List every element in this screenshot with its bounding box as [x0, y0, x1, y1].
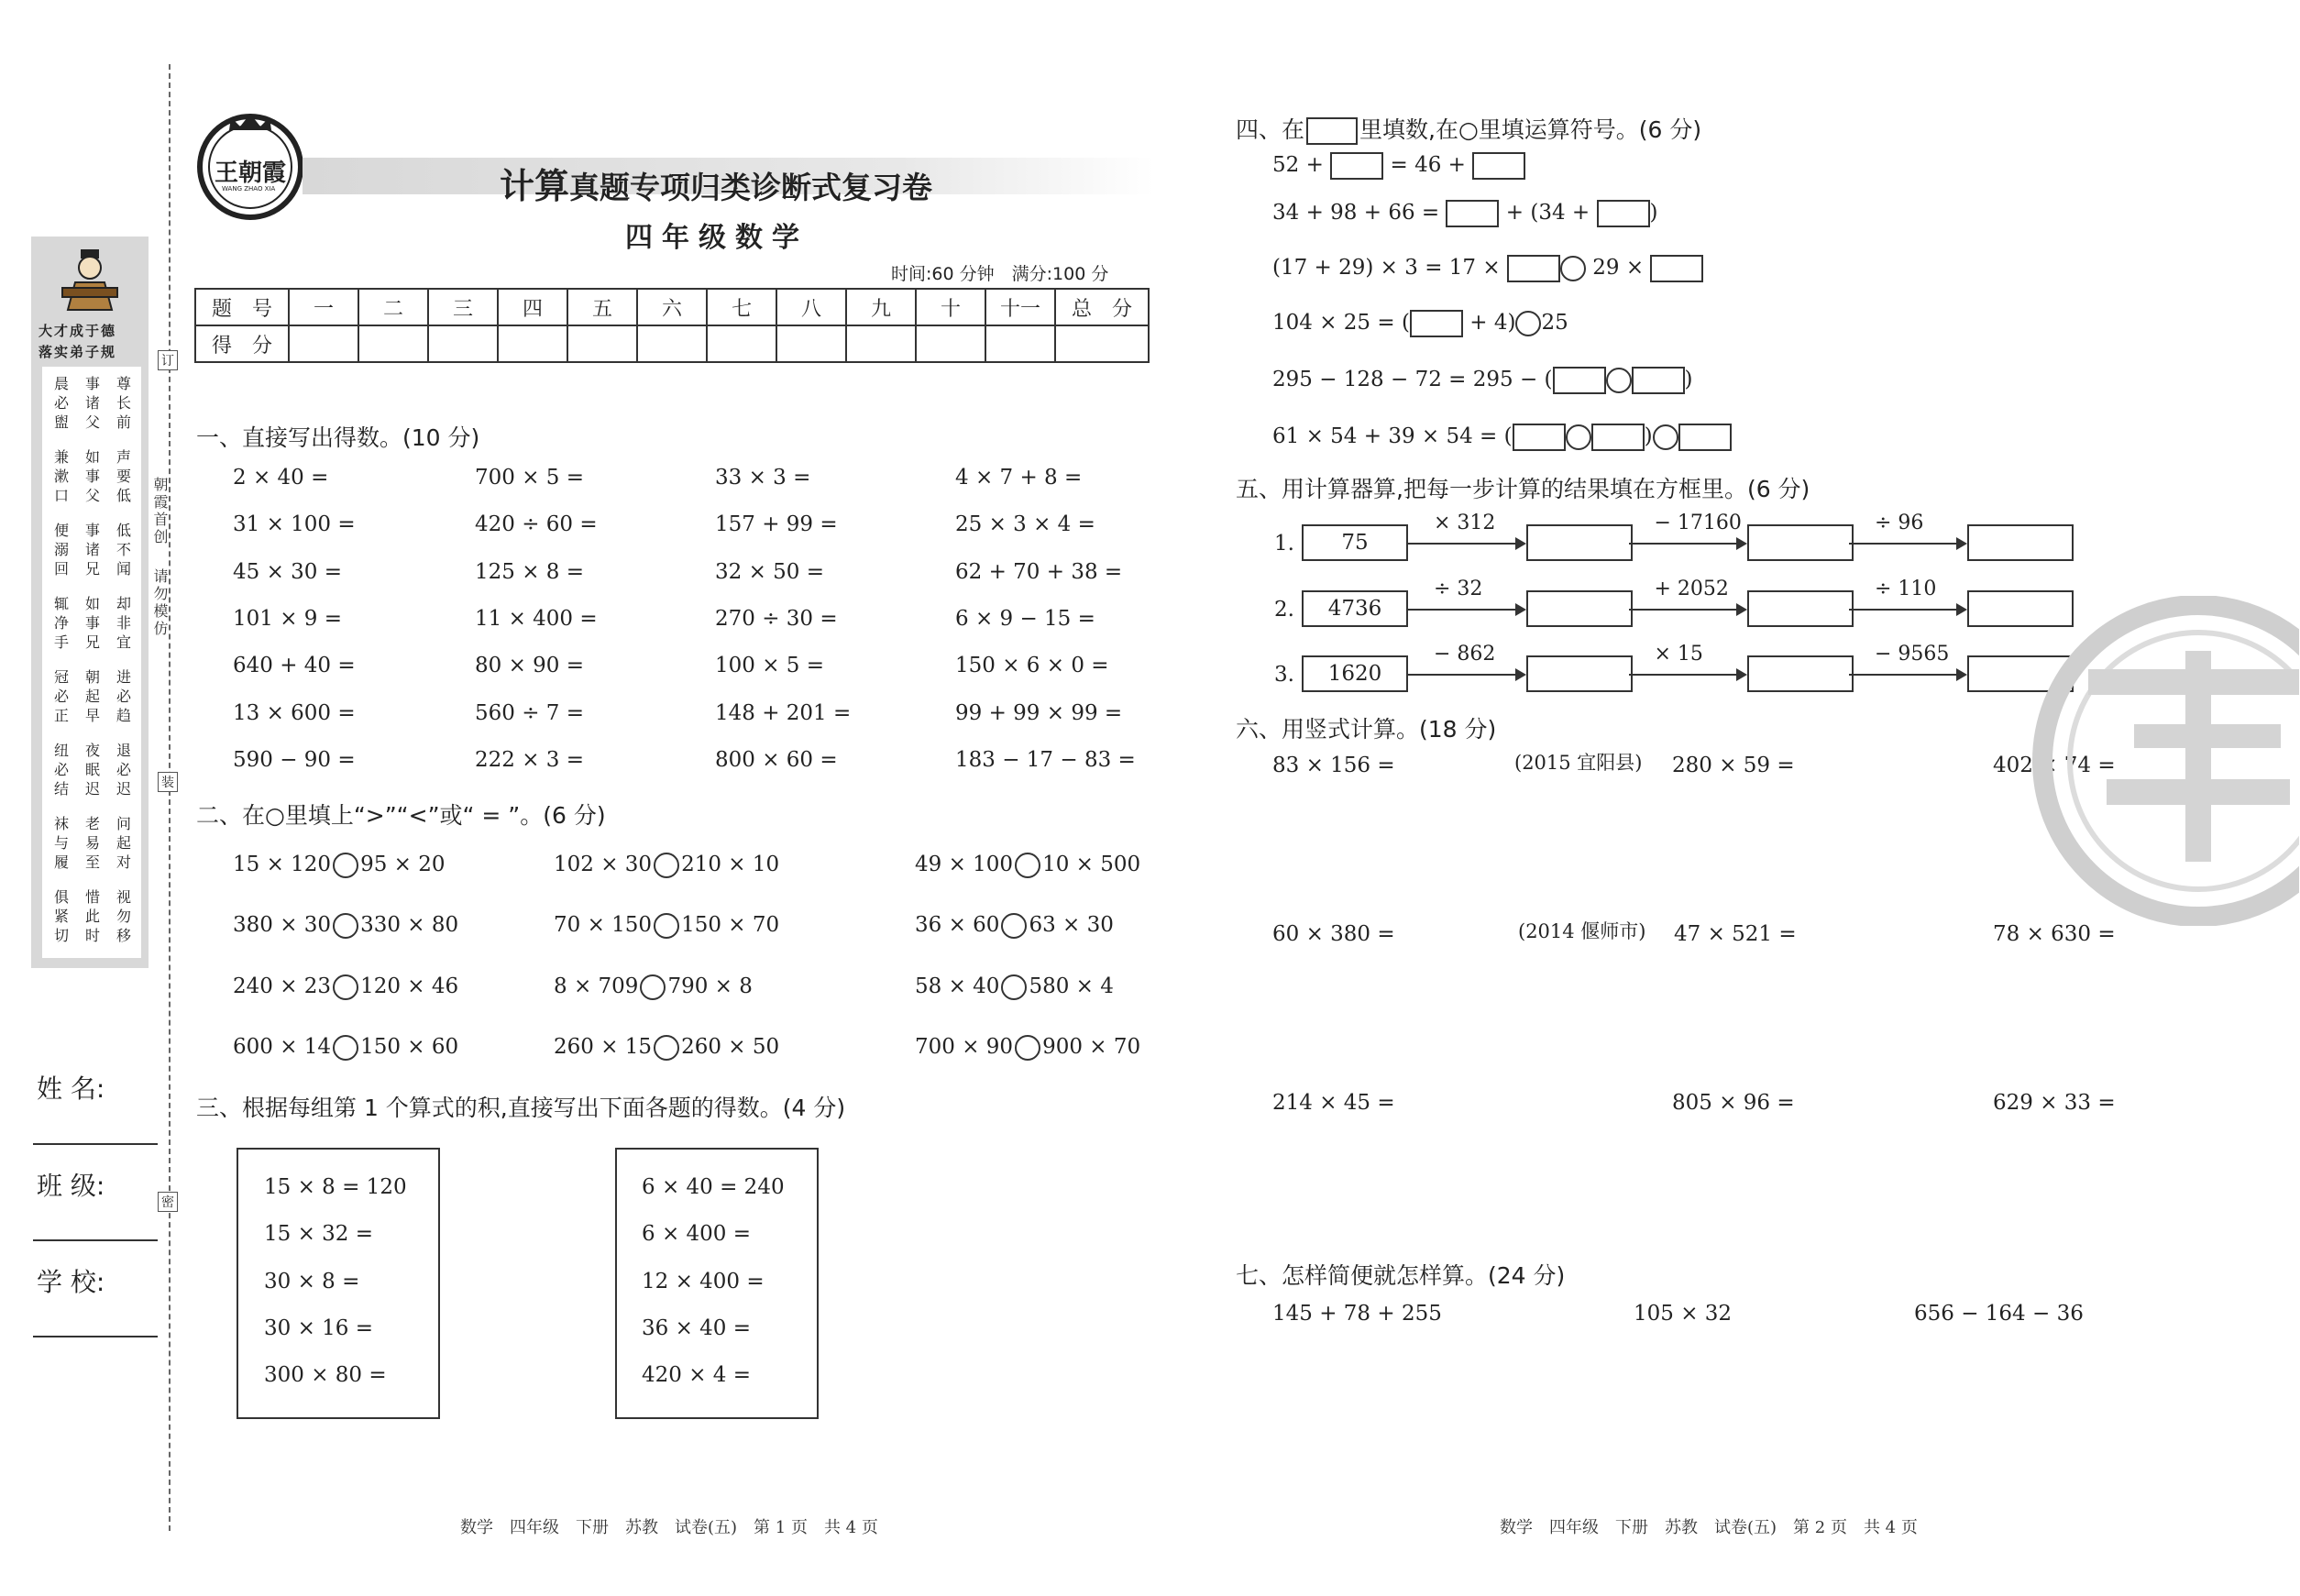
s4-l4-box1[interactable]: [1410, 310, 1463, 337]
s2-right: 900 × 70: [1042, 1034, 1141, 1059]
s5-index: 2.: [1274, 597, 1294, 622]
s1-problem: 150 × 6 × 0 =: [955, 654, 1109, 678]
s1-problem: 420 ÷ 60 =: [475, 512, 598, 537]
motto-column: 便溺回: [53, 522, 69, 578]
s2-circle[interactable]: [654, 853, 679, 878]
s4-legend-box: [1306, 117, 1358, 145]
s3-g2-item: 36 × 40 =: [642, 1315, 752, 1340]
motto-column: 声要低: [116, 448, 131, 504]
score-input-cell[interactable]: [567, 325, 637, 362]
motto-column: 惜此时: [84, 888, 100, 944]
score-header-cell: 八: [776, 289, 846, 325]
slogan-2: 落实弟子规: [39, 344, 117, 360]
confidential-stamp-icon: [2024, 596, 2299, 926]
motto-column: 兼漱口: [53, 448, 69, 504]
s1-problem: 11 × 400 =: [475, 606, 598, 631]
seal-ding: 订: [158, 350, 178, 370]
score-header-cell: 总 分: [1055, 289, 1149, 325]
s2-left: 102 × 30: [554, 853, 653, 876]
score-header-row: [195, 289, 1149, 325]
brand-name: 王朝霞: [215, 160, 287, 187]
s2-right: 790 × 8: [667, 974, 753, 998]
s7-title: 七、怎样简便就怎样算。(24 分): [1236, 1262, 1566, 1289]
s4-l6-box3[interactable]: [1678, 424, 1732, 451]
s2-compare: [915, 1035, 1140, 1061]
title-rest: 真题专项归类诊断式复习卷: [569, 170, 933, 205]
s2-left: 380 × 30: [233, 913, 332, 938]
s1-problem: 62 + 70 + 38 =: [955, 559, 1123, 584]
score-input-cell[interactable]: [637, 325, 707, 362]
s2-compare: [233, 853, 446, 878]
s4-l2-a: 34 + 98 + 66 =: [1272, 201, 1440, 225]
score-header-cell: 五: [567, 289, 637, 325]
motto-column: 退必迟: [116, 742, 131, 798]
motto-grid: [42, 367, 141, 958]
class-label: 班 级:: [37, 1171, 105, 1201]
s5-op-label: ÷ 110: [1875, 577, 1937, 600]
s1-problem: 6 × 9 − 15 =: [955, 606, 1095, 631]
score-header-cell: 十一: [985, 289, 1055, 325]
s2-circle[interactable]: [654, 1035, 679, 1061]
motto-column: 事诸兄: [84, 522, 100, 578]
score-input-cell[interactable]: [916, 325, 985, 362]
s4-l6-circle2[interactable]: [1653, 424, 1678, 450]
s2-compare: [554, 853, 779, 878]
motto-column: 辄净手: [53, 595, 69, 651]
s1-problem: 183 − 17 − 83 =: [955, 747, 1136, 772]
s4-line2: [1272, 200, 1658, 227]
s2-right: 580 × 4: [1029, 974, 1114, 998]
s2-compare: [915, 974, 1114, 1000]
motto-column: 袜与履: [53, 815, 69, 871]
s1-problem: 700 × 5 =: [475, 466, 585, 490]
s2-right: 150 × 70: [681, 913, 780, 938]
motto-column: 视勿移: [116, 888, 131, 944]
s2-left: 58 × 40: [915, 974, 1000, 998]
s1-problem: 13 × 600 =: [233, 700, 356, 725]
s2-circle[interactable]: [333, 913, 358, 939]
s2-left: 36 × 60: [915, 913, 1000, 938]
motto-column: 晨必盥: [53, 375, 69, 431]
s2-compare: [915, 853, 1140, 878]
s6-title: 六、用竖式计算。(18 分): [1236, 716, 1497, 743]
s3-g1-item: 30 × 8 =: [264, 1269, 360, 1293]
s5-start-box: 75: [1302, 524, 1408, 561]
s2-compare: [233, 974, 458, 1000]
s6-r1-a: 83 × 156 =: [1272, 754, 1395, 777]
s5-title: 五、用计算器算,把每一步计算的结果填在方框里。(6 分): [1236, 476, 1810, 502]
s4-l2-c: ): [1649, 201, 1658, 225]
s2-left: 8 × 709: [554, 974, 639, 998]
s4-line6: [1272, 424, 1732, 451]
score-header-cell: 二: [358, 289, 428, 325]
scholar-figure-icon: [57, 246, 123, 314]
s2-compare: [554, 913, 779, 939]
score-header-cell: 六: [637, 289, 707, 325]
s7-item-1: 145 + 78 + 255: [1272, 1302, 1442, 1326]
s4-line3: [1272, 255, 1703, 282]
s2-circle[interactable]: [654, 913, 679, 939]
s4-l6-circle1[interactable]: [1566, 424, 1591, 450]
s5-start-box: 1620: [1302, 655, 1408, 692]
s4-l3-box2[interactable]: [1650, 255, 1703, 282]
s3-g1-item: 30 × 16 =: [264, 1315, 374, 1340]
score-header-cell: 十: [916, 289, 985, 325]
footer-right: 数学 四年级 下册 苏教 试卷(五) 第 2 页 共 4 页: [1500, 1518, 1918, 1537]
motto-column: 老易至: [84, 815, 100, 871]
s3-g1-item: 15 × 32 =: [264, 1222, 374, 1247]
s5-op-label: ÷ 96: [1875, 512, 1924, 534]
s4-l2-box2[interactable]: [1597, 200, 1650, 227]
binding-dashed-line: [169, 64, 171, 1531]
s5-arrow: [1629, 609, 1745, 611]
score-table: [194, 288, 1150, 363]
s2-right: 210 × 10: [681, 853, 780, 876]
score-row-label: 得 分: [195, 325, 289, 362]
s4-title: [1236, 112, 1701, 145]
s1-problem: 80 × 90 =: [475, 654, 585, 678]
s5-op-label: − 9565: [1875, 643, 1950, 666]
s6-r3-b: 805 × 96 =: [1672, 1091, 1795, 1115]
motto-column: 朝起早: [84, 668, 100, 724]
score-header-label: 题 号: [195, 289, 289, 325]
s1-problem: 31 × 100 =: [233, 512, 356, 537]
s3-g2-item: 12 × 400 =: [642, 1269, 765, 1293]
s4-l2-b: + (34 +: [1505, 201, 1590, 225]
school-label: 学 校:: [37, 1267, 105, 1297]
s4-title-a: 四、在: [1236, 116, 1305, 143]
score-header-cell: 四: [498, 289, 567, 325]
motto-column: 如事父: [84, 448, 100, 504]
motto-column: 纽必结: [53, 742, 69, 798]
seal-mi: 密: [158, 1192, 178, 1212]
s2-left: 49 × 100: [915, 853, 1014, 876]
s4-l3-circle[interactable]: [1560, 256, 1586, 281]
score-input-cell[interactable]: [358, 325, 428, 362]
s2-left: 260 × 15: [554, 1034, 653, 1059]
motto-panel: [31, 237, 149, 968]
class-field[interactable]: [33, 1239, 158, 1241]
s1-problem: 45 × 30 =: [233, 559, 343, 584]
school-field[interactable]: [33, 1336, 158, 1337]
s6-r2-note: (2014 偃师市): [1518, 920, 1646, 942]
s6-r2-c: 78 × 630 =: [1993, 922, 2116, 946]
s7-item-3: 656 − 164 − 36: [1914, 1302, 2084, 1326]
s6-r1-b: 280 × 59 =: [1672, 754, 1795, 777]
s2-compare: [233, 1035, 458, 1061]
s4-l6-box1[interactable]: [1513, 424, 1566, 451]
motto-column: 如事兄: [84, 595, 100, 651]
s4-l3-b: 29 ×: [1592, 256, 1645, 280]
s4-l3-box1[interactable]: [1507, 255, 1560, 282]
score-input-cell[interactable]: [846, 325, 916, 362]
score-input-cell[interactable]: [985, 325, 1055, 362]
s4-l6-a: 61 × 54 + 39 × 54 = (: [1272, 424, 1513, 448]
vertical-note-1: 朝霞首创: [151, 477, 169, 546]
s4-l5-box1[interactable]: [1553, 367, 1606, 394]
vertical-note-2: 请勿模仿: [151, 568, 169, 638]
s2-right: 10 × 500: [1042, 853, 1141, 876]
s7-item-2: 105 × 32: [1634, 1302, 1733, 1326]
motto-column: 事诸父: [84, 375, 100, 431]
s1-problem: 157 + 99 =: [715, 512, 838, 537]
s2-right: 63 × 30: [1029, 913, 1114, 938]
seal-zhuang: 装: [158, 772, 178, 792]
s2-right: 150 × 60: [360, 1034, 459, 1059]
s5-result-box[interactable]: [1747, 590, 1854, 627]
s5-result-box[interactable]: [1747, 655, 1854, 692]
s1-problem: 32 × 50 =: [715, 559, 825, 584]
s3-title: 三、根据每组第 1 个算式的积,直接写出下面各题的得数。(4 分): [196, 1095, 846, 1121]
s4-line5: [1272, 367, 1693, 394]
motto-list: [42, 367, 141, 958]
s2-circle[interactable]: [333, 974, 358, 1000]
s2-left: 70 × 150: [554, 913, 653, 938]
s1-problem: 270 ÷ 30 =: [715, 606, 838, 631]
s6-r3-a: 214 × 45 =: [1272, 1091, 1395, 1115]
s2-left: 240 × 23: [233, 974, 332, 998]
s4-l4-c: 25: [1541, 311, 1568, 335]
s3-g2-item: 6 × 40 = 240: [642, 1175, 785, 1199]
motto-column: 问起对: [116, 815, 131, 871]
s5-op-label: × 15: [1654, 643, 1703, 666]
s5-result-box[interactable]: [1526, 590, 1633, 627]
s3-g1-item: 15 × 8 = 120: [264, 1175, 407, 1199]
s5-op-label: + 2052: [1654, 577, 1729, 600]
s4-l1-box1[interactable]: [1330, 152, 1383, 180]
s2-right: 95 × 20: [360, 853, 446, 876]
s4-line4: [1272, 310, 1568, 337]
footer-left: 数学 四年级 下册 苏教 试卷(五) 第 1 页 共 4 页: [460, 1518, 878, 1537]
s2-circle[interactable]: [1015, 1035, 1040, 1061]
s4-l1-box2[interactable]: [1472, 152, 1525, 180]
s5-result-box[interactable]: [1526, 655, 1633, 692]
s4-l1-b: = 46 +: [1390, 153, 1466, 177]
s2-circle[interactable]: [1015, 853, 1040, 878]
s3-g1-item: 300 × 80 =: [264, 1363, 387, 1388]
s4-l5-circle[interactable]: [1606, 368, 1632, 393]
s2-circle[interactable]: [333, 1035, 358, 1061]
brand-logo: [194, 108, 306, 220]
s5-op-label: ÷ 32: [1434, 577, 1483, 600]
s1-problem: 800 × 60 =: [715, 747, 838, 772]
s4-line1: [1272, 152, 1525, 180]
s4-l5-box2[interactable]: [1632, 367, 1685, 394]
motto-column: 俱紧切: [53, 888, 69, 944]
motto-column: 夜眠迟: [84, 742, 100, 798]
s2-compare: [233, 913, 458, 939]
s5-arrow: [1408, 674, 1524, 676]
s2-title: 二、在○里填上“>”“<”或“ = ”。(6 分): [196, 802, 606, 829]
s1-problem: 222 × 3 =: [475, 747, 585, 772]
s1-problem: 25 × 3 × 4 =: [955, 512, 1095, 537]
name-field[interactable]: [33, 1143, 158, 1145]
score-header-cell: 九: [846, 289, 916, 325]
score-input-cell[interactable]: [1055, 325, 1149, 362]
s1-problem: 99 + 99 × 99 =: [955, 700, 1123, 725]
score-header-cell: 一: [289, 289, 358, 325]
s4-l6-box2[interactable]: [1591, 424, 1645, 451]
s5-index: 1.: [1274, 532, 1294, 556]
s6-r2-b: 47 × 521 =: [1674, 922, 1797, 946]
s6-r2-a: 60 × 380 =: [1272, 922, 1395, 946]
s5-op-label: × 312: [1434, 512, 1496, 534]
s4-l5-b: ): [1684, 368, 1693, 391]
score-input-cell[interactable]: [428, 325, 498, 362]
s6-r1-c: 402 × 74 =: [1993, 754, 2116, 777]
s3-g2-item: 6 × 400 =: [642, 1222, 752, 1247]
exam-title: [500, 158, 932, 208]
s2-left: 600 × 14: [233, 1034, 332, 1059]
s6-r1-note: (2015 宜阳县): [1514, 752, 1643, 774]
name-label: 姓 名:: [37, 1073, 105, 1104]
s4-l6-b: ): [1644, 424, 1653, 448]
motto-column: 进必趋: [116, 668, 131, 724]
s3-g2-item: 420 × 4 =: [642, 1363, 752, 1388]
s4-l4-a: 104 × 25 = (: [1272, 311, 1410, 335]
s1-problem: 2 × 40 =: [233, 466, 329, 490]
score-header-cell: 三: [428, 289, 498, 325]
score-input-row: [195, 325, 1149, 362]
s6-r3-c: 629 × 33 =: [1993, 1091, 2116, 1115]
s5-result-box[interactable]: [1747, 524, 1854, 561]
s1-problem: 148 + 201 =: [715, 700, 852, 725]
s5-arrow: [1849, 543, 1965, 545]
s5-start-box: 4736: [1302, 590, 1408, 627]
s1-problem: 33 × 3 =: [715, 466, 811, 490]
score-input-cell[interactable]: [289, 325, 358, 362]
s4-l4-circle[interactable]: [1515, 311, 1541, 336]
s5-result-box[interactable]: [1526, 524, 1633, 561]
motto-column: 尊长前: [116, 375, 131, 431]
s4-l1-a: 52 +: [1272, 153, 1324, 177]
s2-compare: [554, 974, 753, 1000]
s1-problem: 560 ÷ 7 =: [475, 700, 585, 725]
s5-arrow: [1629, 674, 1745, 676]
s1-problem: 101 × 9 =: [233, 606, 343, 631]
s2-right: 260 × 50: [681, 1034, 780, 1059]
s2-circle[interactable]: [333, 853, 358, 878]
score-header-cell: 七: [707, 289, 776, 325]
s2-circle[interactable]: [1001, 913, 1027, 939]
s1-problem: 100 × 5 =: [715, 654, 825, 678]
motto-column: 低不闻: [116, 522, 131, 578]
s5-op-label: − 862: [1434, 643, 1496, 666]
s4-title-b: 里填数,在○里填运算符号。(6 分): [1359, 116, 1702, 143]
score-input-cell[interactable]: [776, 325, 846, 362]
s2-circle[interactable]: [640, 974, 666, 1000]
s2-compare: [915, 913, 1114, 939]
s2-circle[interactable]: [1001, 974, 1027, 1000]
s5-result-box[interactable]: [1967, 524, 2074, 561]
s1-problem: 125 × 8 =: [475, 559, 585, 584]
s5-index: 3.: [1274, 663, 1294, 687]
s4-l5-a: 295 − 128 − 72 = 295 − (: [1272, 368, 1553, 391]
s2-compare: [554, 1035, 779, 1061]
s5-arrow: [1849, 674, 1965, 676]
s2-right: 120 × 46: [360, 974, 459, 998]
brand-sub: WANG ZHAO XIA: [222, 185, 276, 193]
time-score: 时间:60 分钟 满分:100 分: [891, 264, 1109, 284]
s5-arrow: [1408, 609, 1524, 611]
s1-problem: 590 − 90 =: [233, 747, 356, 772]
s2-left: 15 × 120: [233, 853, 332, 876]
subtitle: 四年级数学: [625, 222, 809, 254]
s5-arrow: [1849, 609, 1965, 611]
s1-problem: 640 + 40 =: [233, 654, 356, 678]
s1-title: 一、直接写出得数。(10 分): [196, 424, 480, 451]
slogan-1: 大才成于德: [39, 323, 117, 339]
s4-l4-b: + 4): [1469, 311, 1516, 335]
s4-l2-box1[interactable]: [1446, 200, 1499, 227]
s2-right: 330 × 80: [360, 913, 459, 938]
s4-l3-a: (17 + 29) × 3 = 17 ×: [1272, 256, 1501, 280]
motto-column: 冠必正: [53, 668, 69, 724]
s5-arrow: [1408, 543, 1524, 545]
score-input-cell[interactable]: [498, 325, 567, 362]
s5-op-label: − 17160: [1654, 512, 1742, 534]
s1-problem: 4 × 7 + 8 =: [955, 466, 1083, 490]
s5-arrow: [1629, 543, 1745, 545]
title-bold: 计算: [500, 166, 570, 206]
s2-left: 700 × 90: [915, 1034, 1014, 1059]
motto-column: 却非宜: [116, 595, 131, 651]
score-input-cell[interactable]: [707, 325, 776, 362]
